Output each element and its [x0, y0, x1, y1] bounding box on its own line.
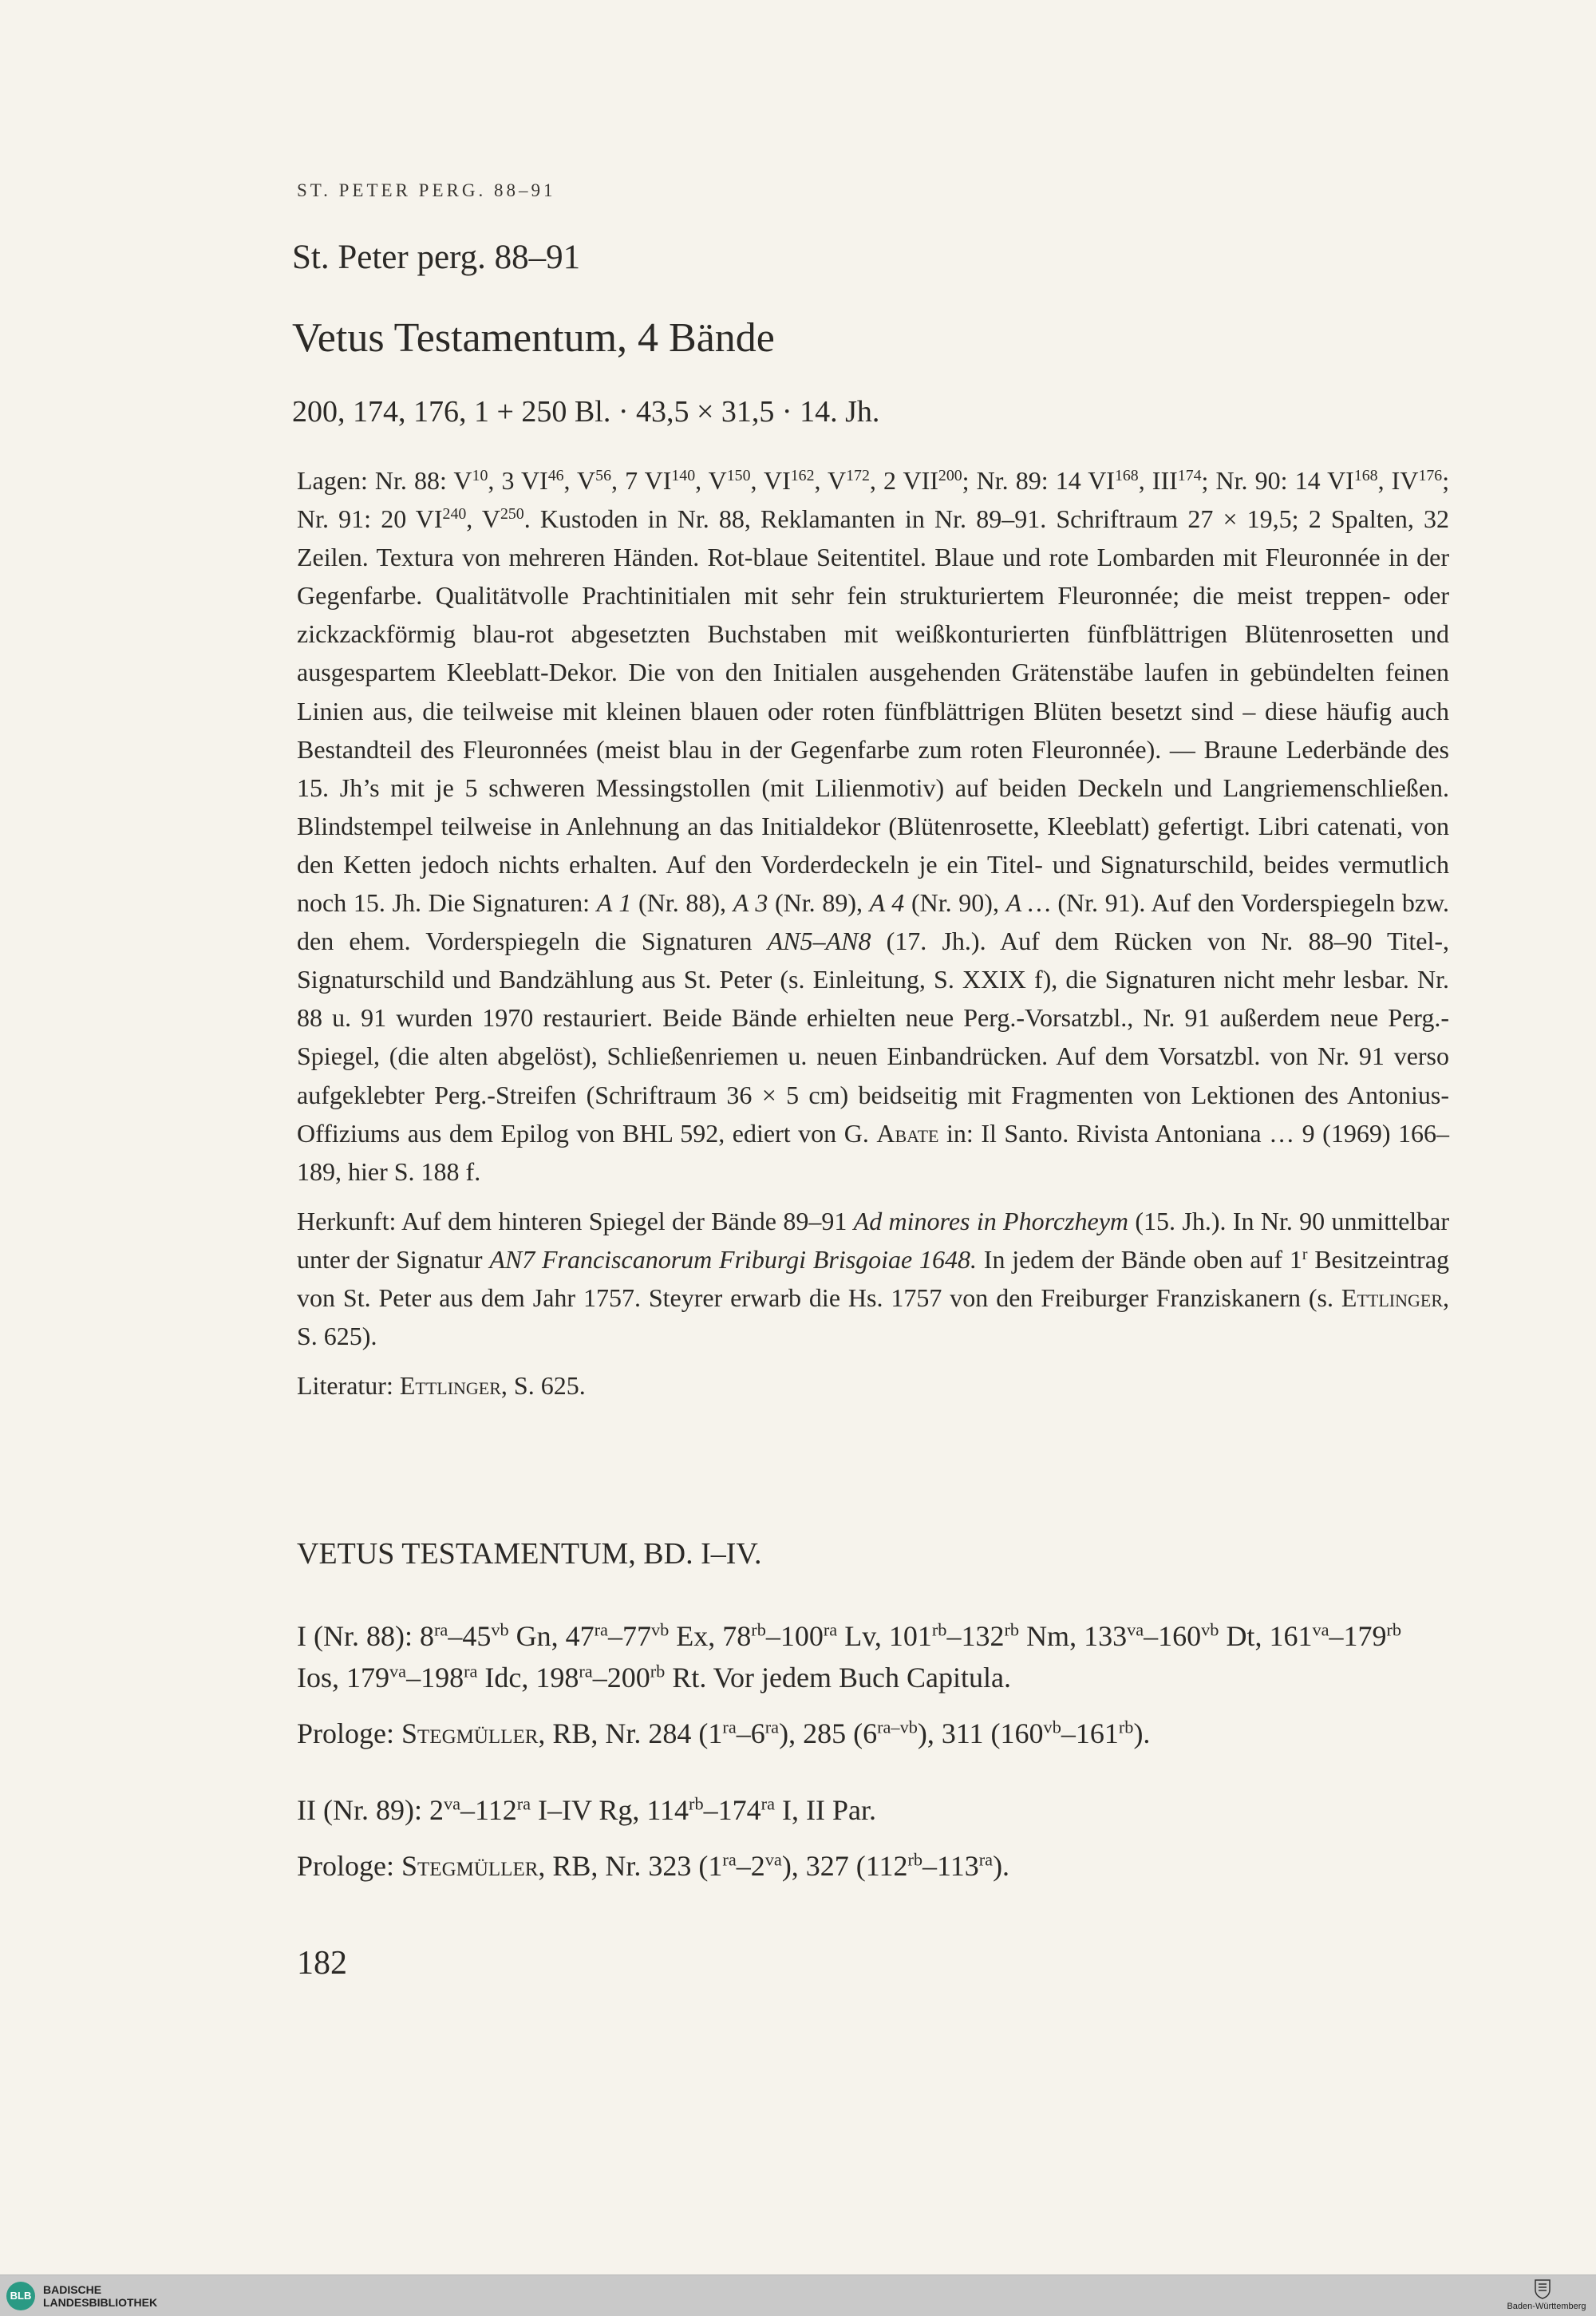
- state-crest-icon: [1534, 2278, 1551, 2299]
- manuscript-title: Vetus Testamentum, 4 Bände: [292, 315, 775, 361]
- volume-1-contents: I (Nr. 88): $8^{ra}-45^{vb}$ Gn, $47^{ra}-77^{vb}$ Ex, $78^{rb}-100^{ra}$ Lv, $101^{rb}-132^{rb}$ Nm, $133^{va}-160^{vb}$ Dt, $161^{va}-179^{rb}$ Ios, $179^{va}-198^{ra}$ Idc, $198^{ra}-200^{rb}$ Rt. Vor jedem Buch Capitula.: [297, 1619, 1402, 1694]
- contents-list: [297, 1615, 1449, 1901]
- lagen-paragraph: Lagen: Nr. 88: $V^{10}$, 3 VI$^{46}$, $V^{56}$, 7 VI$^{140}$, $V^{150}$, VI$^{162}$, $V^{172}$, 2 VII$^{200}$; Nr. 89: 14 VI$^{168}$, III$^{174}$; Nr. 90: 14 VI$^{168}$, IV$^{176}$; Nr. 91: 20 VI$^{240}$, $V^{250}$. Kustoden in Nr. 88, Reklamanten in Nr. 89–91. Schriftraum 27 × 19,5; 2 Spalten, 32 Zeilen. Textura von mehreren Händen. Rot-blaue Seitentitel. Blaue und rote Lombarden mit Fleuronnée in der Gegenfarbe. Qualitätvolle Prachtinitialen mit sehr fein strukturiertem Fleuronnée; die meist treppen- oder zickzackförmig blau-rot abgesetzten Buchstaben mit weißkonturierten fünfblättrigen Blütenrosetten und ausgespartem Kleeblatt-Dekor. Die von den Initialen ausgehenden Grätenstäbe laufen in gebündelten feinen Linien aus, die teilweise mit kleinen blauen oder roten fünfblättrigen Blüten besetzt sind – diese häufig auch Bestandteil des Fleuronnées (meist blau in der Gegenfarbe zum roten Fleuronnée). — Braune Lederbände des 15. Jh’s mit je 5 schweren Messingstollen (mit Lilienmotiv) auf beiden Deckeln und Langriemenschließen. Blindstempel teilweise in Anlehnung an das Initialdekor (Blütenrosette, Kleeblatt) gefertigt. Libri catenati, von den Ketten jedoch nichts erhalten. Auf den Vorderdeckeln je ein Titel- und Signaturschild, beides vermutlich noch 15. Jh. Die Signaturen: A 1 (Nr. 88), A 3 (Nr. 89), A 4 (Nr. 90), A … (Nr. 91). Auf den Vorderspiegeln bzw. den ehem. Vorderspiegeln die Signaturen AN5–AN8 (17. Jh.). Auf dem Rücken von Nr. 88–90 Titel-, Signaturschild und Bandzählung aus St. Peter (s. Einleitung, S. XXIX f), die Signaturen nicht mehr lesbar. Nr. 88 u. 91 wurden 1970 restauriert. Beide Bände erhielten neue Perg.-Vorsatzbl., Nr. 91 außerdem neue Perg.-Spiegel, (die alten abgelöst), Schließenriemen u. neuen Einbandrücken. Auf dem Vorsatzbl. von Nr. 91 verso aufgeklebter Perg.-Streifen (Schriftraum 36 × 5 cm) beidseitig mit Fragmenten von Lektionen des Antonius-Offiziums aus dem Epilog von BHL 592, ediert von G. Abate in: Il Santo. Rivista Antoniana … 9 (1969) 166–189, hier S. 188 f.: [297, 466, 1450, 1186]
- contents-heading: VETUS TESTAMENTUM, BD. I–IV.: [297, 1537, 762, 1571]
- volume-2-contents: II (Nr. 89): $2^{va}-112^{ra}$ I–IV Rg, $114^{rb}-174^{ra}$ I, II Par.: [297, 1793, 876, 1826]
- library-footer-bar: [0, 2275, 1596, 2316]
- blb-logo-icon[interactable]: BLB: [6, 2282, 35, 2310]
- state-name: Baden-Württemberg: [1507, 2302, 1586, 2311]
- literatur-paragraph: Literatur: Ettlinger, S. 625.: [297, 1371, 586, 1401]
- page-number: 182: [297, 1945, 347, 1982]
- physical-description: 200, 174, 176, 1 + 250 Bl. · 43,5 × 31,5 · 14. Jh.: [292, 395, 880, 429]
- herkunft-paragraph: Herkunft: Auf dem hinteren Spiegel der Bände 89–91 Ad minores in Phorczheym (15. Jh.). In Nr. 90 unmittelbar unter der Signatur AN7 Franciscanorum Friburgi Brisgoiae 1648. In jedem der Bände oben auf 1$^r$ Besitzeintrag von St. Peter aus dem Jahr 1757. Steyrer erwarb die Hs. 1757 von den Freiburger Franziskanern (s. Ettlinger, S. 625).: [297, 1206, 1450, 1351]
- running-head: ST. PETER PERG. 88–91: [297, 180, 556, 200]
- codicological-description: [297, 461, 1449, 1416]
- library-name[interactable]: BADISCHE LANDESBIBLIOTHEK: [43, 2283, 158, 2309]
- volume-1-prologues: Prologe: Stegmüller, RB, Nr. 284 $(1^{ra}-6^{ra})$, 285 $(6^{ra-vb})$, 311 $(160^{vb}-161^{rb})$.: [297, 1717, 1151, 1749]
- shelfmark-heading: St. Peter perg. 88–91: [292, 239, 581, 276]
- volume-2-prologues: Prologe: Stegmüller, RB, Nr. 323 $(1^{ra}-2^{va})$, 327 $(112^{rb}-113^{ra})$.: [297, 1849, 1010, 1882]
